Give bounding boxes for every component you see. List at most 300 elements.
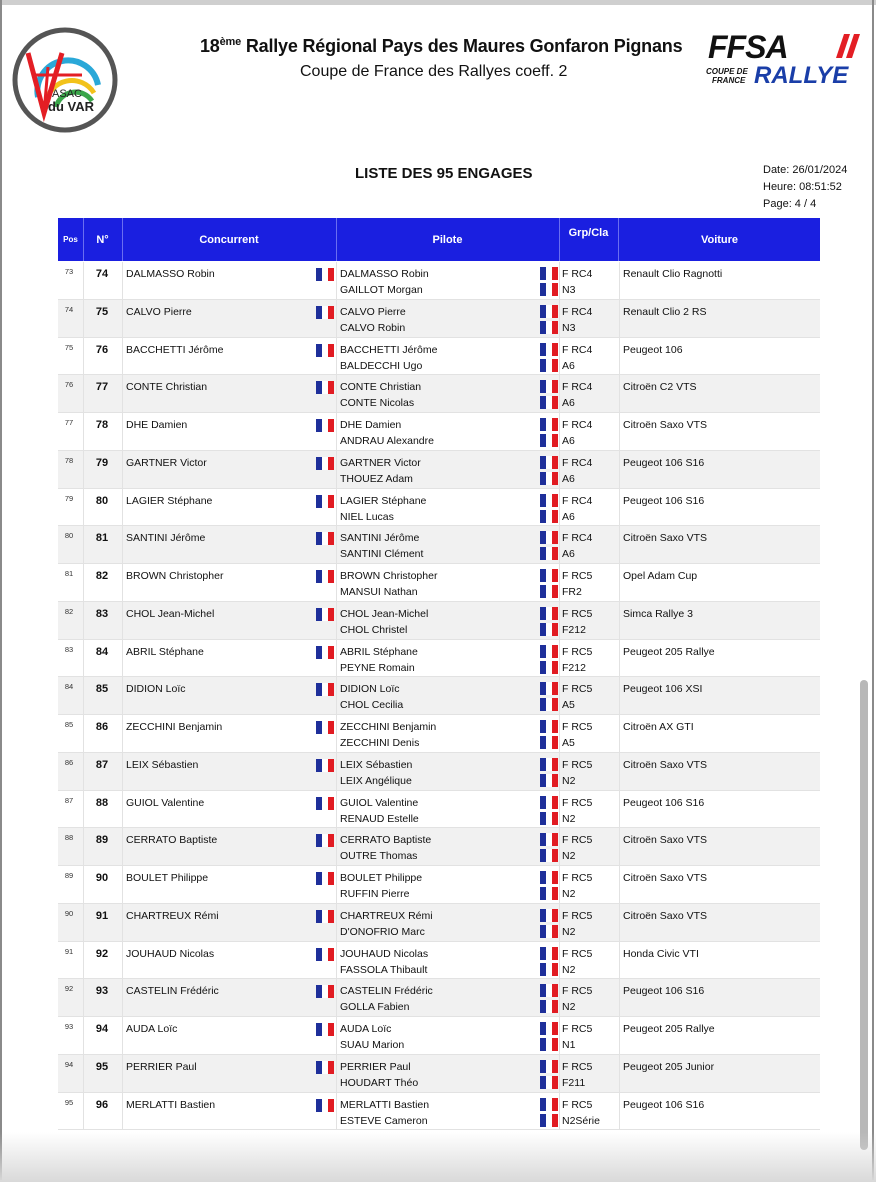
cell-concurrent: BROWN Christopher [126,570,224,582]
cell-pilote: CALVO Pierre [340,305,406,318]
cell-groupe: F RC5 [562,872,593,884]
cell-voiture: Citroën Saxo VTS [623,909,708,922]
france-flag-icon [540,796,558,809]
cell-pos: 95 [64,1097,74,1107]
table-row [58,262,820,300]
table-row [58,338,820,376]
ffsa-logo-france: FRANCE [712,76,746,85]
cell-pilote: CONTE Christian [340,381,422,394]
cell-pos: 82 [64,606,74,616]
cell-groupe: F RC5 [562,683,593,696]
cell-num: 80 [95,494,109,507]
france-flag-icon [540,871,558,884]
cell-groupe: F RC5 [562,947,593,960]
cell-concurrent: SANTINI Jérôme [126,532,206,545]
print-time: Heure: 08:51:52 [763,181,842,193]
france-flag-icon [316,985,334,998]
cell-num: 77 [95,381,109,394]
cell-copilote: MANSUI Nathan [340,586,418,598]
cell-pilote: GUIOL Valentine [340,796,419,809]
cell-pilote: MERLATTI Bastien [340,1098,430,1111]
france-flag-icon [540,661,558,674]
table-row [58,677,820,715]
france-flag-icon [316,344,334,357]
cell-num: 95 [95,1060,109,1073]
cell-copilote: ESTEVE Cameron [340,1114,428,1127]
cell-concurrent: MERLATTI Bastien [126,1098,216,1111]
title-edition-number: 18 [200,36,220,56]
cell-groupe: F RC4 [562,532,593,545]
france-flag-icon [540,321,558,334]
cell-pos: 90 [64,908,74,918]
cell-num: 89 [95,834,109,847]
table-row [58,979,820,1017]
france-flag-icon [316,457,334,470]
table-row [58,489,820,527]
col-header-concurrent: Concurrent [122,218,337,261]
cell-concurrent: GARTNER Victor [126,456,207,469]
table-row [58,791,820,829]
cell-num: 96 [95,1098,109,1111]
cell-concurrent: AUDA Loïc [126,1023,178,1035]
title-edition-suffix: ème [219,36,242,48]
cell-voiture: Peugeot 106 [623,343,683,356]
france-flag-icon [316,948,334,961]
cell-pos: 83 [64,644,74,654]
france-flag-icon [316,570,334,583]
cell-voiture: Peugeot 106 S16 [623,796,705,809]
cell-copilote: ANDRAU Alexandre [340,435,434,447]
cell-groupe: F RC5 [562,1023,593,1035]
france-flag-icon [540,645,558,658]
france-flag-icon [540,494,558,507]
cell-pilote: DIDION Loïc [340,683,400,696]
rally-subtitle: Coupe de France des Rallyes coeff. 2 [300,63,568,80]
cell-classe: N2 [562,1001,576,1014]
cell-num: 74 [95,268,109,280]
cell-voiture: Citroën AX GTI [623,721,694,733]
table-row [58,1017,820,1055]
cell-voiture: Peugeot 205 Rallye [623,1023,715,1035]
cell-pilote: LAGIER Stéphane [340,494,427,507]
cell-pos: 76 [64,380,74,390]
cell-concurrent: LAGIER Stéphane [126,494,213,507]
cell-voiture: Citroën C2 VTS [623,381,697,394]
france-flag-icon [540,305,558,318]
ffsa-rallye-logo [704,30,864,88]
cell-concurrent: CONTE Christian [126,381,208,394]
france-flag-icon [540,380,558,393]
cell-pos: 92 [64,984,74,994]
cell-pos: 88 [64,833,74,843]
cell-copilote: RENAUD Estelle [340,812,419,825]
france-flag-icon [540,267,558,280]
cell-copilote: CALVO Robin [340,321,406,334]
cell-num: 92 [95,947,109,960]
cell-concurrent: DALMASSO Robin [126,268,215,280]
cell-voiture: Simca Rallye 3 [623,607,694,620]
rally-title [200,36,682,57]
logo-text-du-var: du VAR [48,99,94,114]
table-row [58,904,820,942]
france-flag-icon [540,909,558,922]
cell-groupe: F RC5 [562,985,593,998]
cell-concurrent: PERRIER Paul [126,1060,197,1073]
cell-voiture: Renault Clio 2 RS [623,305,707,318]
cell-concurrent: CERRATO Baptiste [126,834,218,847]
france-flag-icon [316,1099,334,1112]
table-row [58,753,820,791]
france-flag-icon [316,683,334,696]
cell-voiture: Citroën Saxo VTS [623,834,708,847]
cell-pos: 85 [64,720,74,729]
cell-voiture: Opel Adam Cup [623,570,698,582]
france-flag-icon [540,1022,558,1035]
print-date: Date: 26/01/2024 [763,164,848,176]
cell-classe: N2 [562,850,576,863]
cell-pos: 94 [64,1059,74,1069]
cell-pilote: ZECCHINI Benjamin [340,721,437,733]
france-flag-icon [540,585,558,598]
france-flag-icon [316,721,334,734]
cell-num: 86 [95,721,109,733]
france-flag-icon [316,759,334,772]
france-flag-icon [316,1061,334,1074]
cell-classe: F212 [562,661,586,674]
france-flag-icon [540,887,558,900]
cell-concurrent: CASTELIN Frédéric [126,985,219,998]
cell-classe: F212 [562,623,586,636]
france-flag-icon [540,849,558,862]
cell-pilote: LEIX Sébastien [340,758,413,771]
cell-voiture: Citroën Saxo VTS [623,872,708,884]
table-header [58,218,820,261]
cell-voiture: Citroën Saxo VTS [623,419,708,431]
cell-voiture: Citroën Saxo VTS [623,758,708,771]
col-header-grpcla: Grp/Cla [559,218,619,261]
cell-groupe: F RC5 [562,1060,593,1073]
table-row [58,451,820,489]
cell-concurrent: CHARTREUX Rémi [126,909,219,922]
france-flag-icon [316,419,334,432]
france-flag-icon [540,947,558,960]
cell-classe: N2 [562,888,576,900]
cell-copilote: BALDECCHI Ugo [340,359,423,372]
cell-pos: 86 [64,757,74,767]
cell-pilote: DHE Damien [340,419,402,431]
col-header-num: N° [83,218,123,261]
cell-copilote: ZECCHINI Denis [340,737,420,749]
cell-groupe: F RC5 [562,758,593,771]
table-row [58,1055,820,1093]
cell-classe: N2 [562,925,576,938]
france-flag-icon [540,456,558,469]
cell-classe: N1 [562,1039,576,1051]
ffsa-logo-coupe-de: COUPE DE [706,67,748,76]
cell-voiture: Peugeot 106 S16 [623,456,705,469]
cell-groupe: F RC5 [562,834,593,847]
table-row [58,828,820,866]
cell-pilote: PERRIER Paul [340,1060,411,1073]
cell-copilote: PEYNE Romain [340,661,415,674]
france-flag-icon [540,510,558,523]
cell-voiture: Peugeot 106 S16 [623,494,705,507]
cell-groupe: F RC4 [562,456,593,469]
cell-copilote: LEIX Angélique [340,774,412,787]
cell-concurrent: ZECCHINI Benjamin [126,721,223,733]
table-row [58,942,820,980]
cell-pilote: BACCHETTI Jérôme [340,343,438,356]
cell-pilote: ABRIL Stéphane [340,645,418,658]
cell-num: 76 [95,343,109,356]
cell-pos: 91 [64,946,74,956]
cell-groupe: F RC5 [562,570,593,582]
cell-copilote: RUFFIN Pierre [340,888,410,900]
france-flag-icon [540,1038,558,1051]
cell-num: 93 [95,985,109,998]
cell-pilote: CASTELIN Frédéric [340,985,433,998]
cell-pos: 87 [64,795,74,805]
cell-groupe: F RC4 [562,343,593,356]
cell-pos: 75 [64,342,74,352]
cell-classe: N2 [562,812,576,825]
france-flag-icon [316,797,334,810]
france-flag-icon [540,434,558,447]
cell-pilote: SANTINI Jérôme [340,532,420,545]
cell-groupe: F RC4 [562,494,593,507]
france-flag-icon [540,359,558,372]
title-rally-name: Rallye Régional Pays des Maures Gonfaron Pignans [241,36,683,56]
cell-pos: 77 [64,418,74,427]
cell-voiture: Peugeot 106 S16 [623,1098,705,1111]
cell-pos: 73 [64,267,74,276]
cell-voiture: Peugeot 205 Junior [623,1060,715,1073]
cell-voiture: Peugeot 205 Rallye [623,645,715,658]
cell-pilote: JOUHAUD Nicolas [340,947,429,960]
france-flag-icon [316,646,334,659]
france-flag-icon [540,1114,558,1127]
france-flag-icon [540,623,558,636]
cell-classe: A6 [562,510,575,523]
cell-pilote: DALMASSO Robin [340,268,429,280]
cell-concurrent: BOULET Philippe [126,872,209,884]
france-flag-icon [540,531,558,544]
cell-groupe: F RC4 [562,381,593,394]
france-flag-icon [540,720,558,733]
table-row [58,640,820,678]
cell-num: 91 [95,909,109,922]
cell-copilote: CHOL Cecilia [340,699,404,712]
cell-groupe: F RC5 [562,1098,593,1111]
france-flag-icon [540,1076,558,1089]
cell-concurrent: DIDION Loïc [126,683,186,696]
cell-pilote: BROWN Christopher [340,570,438,582]
table-row [58,413,820,451]
cell-num: 81 [95,532,109,545]
cell-num: 90 [95,872,109,884]
table-row [58,1093,820,1131]
cell-voiture: Renault Clio Ragnotti [623,268,723,280]
cell-num: 79 [95,456,109,469]
cell-groupe: F RC4 [562,305,593,318]
france-flag-icon [540,963,558,976]
cell-groupe: F RC5 [562,645,593,658]
cell-num: 88 [95,796,109,809]
cell-copilote: SANTINI Clément [340,548,424,561]
cell-classe: A6 [562,397,575,410]
france-flag-icon [316,381,334,394]
france-flag-icon [540,682,558,695]
france-flag-icon [316,268,334,281]
cell-num: 82 [95,570,109,582]
cell-classe: A5 [562,737,575,749]
cell-num: 84 [95,645,109,658]
cell-voiture: Honda Civic VTI [623,947,699,960]
col-header-voiture: Voiture [700,233,739,246]
table-row [58,300,820,338]
cell-groupe: F RC4 [562,419,593,431]
col-header-pos: Pos [58,218,84,261]
cell-concurrent: LEIX Sébastien [126,758,199,771]
page-number: Page: 4 / 4 [763,198,817,210]
asac-du-var-logo [12,27,118,133]
cell-classe: A5 [562,699,575,712]
cell-num: 75 [95,305,109,318]
france-flag-icon [540,698,558,711]
france-flag-icon [316,910,334,923]
france-flag-icon [540,396,558,409]
cell-copilote: D'ONOFRIO Marc [340,925,425,938]
france-flag-icon [540,984,558,997]
cell-pos: 81 [64,569,74,578]
cell-pilote: CERRATO Baptiste [340,834,432,847]
france-flag-icon [316,872,334,885]
cell-pos: 80 [64,531,74,541]
cell-groupe: F RC5 [562,721,593,733]
cell-classe: FR2 [562,586,582,598]
cell-voiture: Peugeot 106 S16 [623,985,705,998]
france-flag-icon [540,418,558,431]
france-flag-icon [540,607,558,620]
france-flag-icon [540,833,558,846]
france-flag-icon [540,1098,558,1111]
cell-classe: A6 [562,359,575,372]
cell-voiture: Citroën Saxo VTS [623,532,708,545]
france-flag-icon [540,736,558,749]
france-flag-icon [316,834,334,847]
cell-pos: 78 [64,455,74,465]
table-row [58,715,820,753]
ffsa-logo-text: FFSA [708,30,788,65]
cell-copilote: CHOL Christel [340,623,408,636]
cell-copilote: GAILLOT Morgan [340,284,423,296]
table-row [58,564,820,602]
cell-pos: 89 [64,871,74,880]
cell-pilote: BOULET Philippe [340,872,423,884]
france-flag-icon [540,774,558,787]
col-header-pilote: Pilote [336,218,560,261]
cell-voiture: Peugeot 106 XSI [623,683,703,696]
cell-num: 94 [95,1023,109,1035]
cell-copilote: FASSOLA Thibault [340,963,428,976]
france-flag-icon [540,758,558,771]
cell-groupe: F RC5 [562,909,593,922]
ffsa-logo-rallye: RALLYE [754,62,849,88]
cell-concurrent: GUIOL Valentine [126,796,205,809]
france-flag-icon [316,1023,334,1036]
cell-classe: N3 [562,284,576,296]
cell-copilote: CONTE Nicolas [340,397,415,410]
cell-pos: 84 [64,682,74,692]
france-flag-icon [540,812,558,825]
cell-pos: 93 [64,1022,74,1031]
france-flag-icon [540,472,558,485]
cell-copilote: SUAU Marion [340,1039,405,1051]
france-flag-icon [540,547,558,560]
france-flag-icon [316,532,334,545]
logo-text-asac: ASAC [52,88,82,100]
cell-num: 87 [95,758,109,771]
france-flag-icon [316,495,334,508]
france-flag-icon [540,283,558,296]
scrollbar[interactable] [860,680,868,1150]
cell-classe: F211 [562,1076,586,1089]
cell-classe: A6 [562,472,575,485]
cell-classe: N2 [562,774,576,787]
france-flag-icon [540,569,558,582]
table-row [58,602,820,640]
cell-concurrent: CHOL Jean-Michel [126,607,215,620]
france-flag-icon [540,925,558,938]
table-row [58,866,820,904]
cell-groupe: F RC4 [562,268,593,280]
cell-copilote: HOUDART Théo [340,1076,419,1089]
cell-classe: N2 [562,963,576,976]
cell-num: 85 [95,683,109,696]
cell-copilote: NIEL Lucas [340,510,394,523]
cell-concurrent: DHE Damien [126,419,188,431]
cell-pos: 79 [64,493,74,503]
france-flag-icon [540,1060,558,1073]
bottom-shadow [0,1132,876,1182]
cell-groupe: F RC5 [562,796,593,809]
france-flag-icon [540,1000,558,1013]
cell-num: 83 [95,607,109,620]
table-row [58,375,820,413]
cell-concurrent: CALVO Pierre [126,305,192,318]
cell-concurrent: ABRIL Stéphane [126,645,204,658]
cell-copilote: GOLLA Fabien [340,1001,410,1014]
france-flag-icon [316,306,334,319]
cell-concurrent: BACCHETTI Jérôme [126,343,224,356]
cell-classe: N2Série [562,1114,600,1127]
cell-pilote: CHOL Jean-Michel [340,607,429,620]
cell-copilote: OUTRE Thomas [340,850,418,863]
table-row [58,526,820,564]
cell-groupe: F RC5 [562,607,593,620]
france-flag-icon [540,343,558,356]
cell-classe: A6 [562,435,575,447]
france-flag-icon [316,608,334,621]
cell-pilote: CHARTREUX Rémi [340,909,433,922]
cell-num: 78 [95,419,109,431]
cell-classe: N3 [562,321,576,334]
entries-table-body [58,262,820,1130]
cell-classe: A6 [562,548,575,561]
list-title: LISTE DES 95 ENGAGES [355,165,533,182]
cell-pilote: GARTNER Victor [340,456,421,469]
cell-pilote: AUDA Loïc [340,1023,392,1035]
